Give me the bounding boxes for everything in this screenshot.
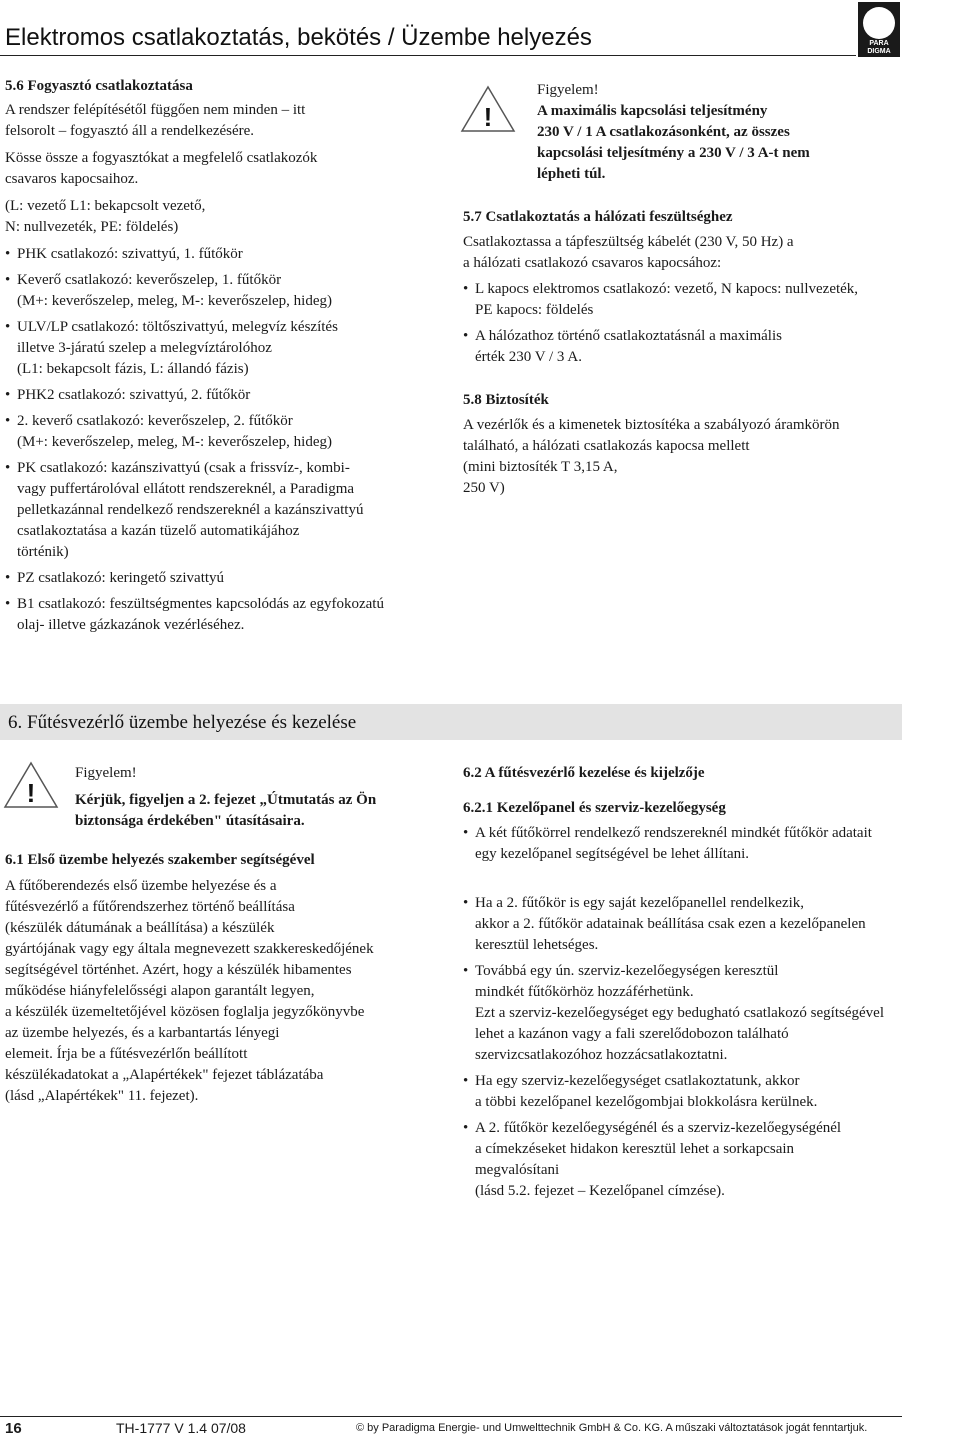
list-item-continuation: vagy puffertárolóval ellátott rendszereknél, a Paradigma	[17, 481, 355, 497]
list-item-continuation: illetve 3-járatú szelep a melegvíztárolóhoz	[17, 340, 272, 356]
paragraph-line: az üzembe helyezés, és a karbantartás lényegi	[5, 1025, 280, 1041]
bullet-icon: •	[463, 895, 469, 911]
paragraph-line: segítségével történhet. Azért, hogy a készülék hibamentes	[5, 962, 352, 978]
list-item-continuation: keresztül lehetséges.	[475, 937, 599, 953]
bullet-icon: •	[5, 460, 11, 476]
list-item	[463, 279, 903, 321]
bullet-icon: •	[463, 825, 469, 841]
list-item-continuation: Ezt a szerviz-kezelőegységet egy bedugható csatlakozó segítségével	[475, 1005, 884, 1021]
warning-box-6	[75, 763, 455, 832]
list-item-text: • Továbbá egy ún. szerviz-kezelőegységen keresztül	[463, 961, 958, 982]
paragraph-line: A vezérlők és a kimenetek biztosítéka a szabályozó áramkörön	[463, 417, 840, 433]
paragraph-line: (L: vezető L1: bekapcsolt vezető,	[5, 198, 206, 214]
list-item-continuation: történik)	[17, 544, 69, 560]
warning-triangle-icon	[3, 760, 59, 810]
section-6-title: 6. Fűtésvezérlő üzembe helyezése és kezelése	[8, 712, 357, 733]
paragraph-line: a készülék üzemeltetőjével közösen foglalja jegyzőkönyvbe	[5, 1004, 365, 1020]
list-item-continuation: PE kapocs: földelés	[475, 302, 594, 318]
warning-line: biztonsága érdekében" útasításaira.	[75, 813, 305, 829]
logo-text: PARA DIGMA	[867, 40, 891, 55]
document-id: TH-1777 V 1.4 07/08	[116, 1420, 246, 1436]
paragraph-line: N: nullvezeték, PE: földelés)	[5, 219, 179, 235]
list-item	[463, 823, 958, 865]
list-item-text: • L kapocs elektromos csatlakozó: vezető, N kapocs: nullvezeték,	[463, 279, 903, 300]
section-heading: 5.8 Biztosíték	[463, 392, 549, 408]
list-item	[463, 893, 958, 956]
list-item-continuation: (M+: keverőszelep, meleg, M-: keverőszelep, hideg)	[17, 293, 333, 309]
bullet-icon: •	[5, 272, 11, 288]
bullet-icon: •	[463, 1120, 469, 1136]
list-item-text: • PHK csatlakozó: szivattyú, 1. fűtőkör	[5, 244, 453, 265]
list-item-continuation: a többi kezelőpanel kezelőgombjai blokkolásra kerülnek.	[475, 1094, 818, 1110]
paradigma-logo	[858, 2, 900, 57]
list-item	[5, 568, 453, 589]
warning-triangle-icon	[460, 84, 516, 134]
list-item-text: • Ha a 2. fűtőkör is egy saját kezelőpanellel rendelkezik,	[463, 893, 958, 914]
list-item-text: • PK csatlakozó: kazánszivattyú (csak a frissvíz-, kombi-	[5, 458, 453, 479]
paragraph-line: készülékadatokat a „Alapértékek" fejezet táblázatába	[5, 1067, 324, 1083]
warning-line: Kérjük, figyeljen a 2. fejezet „Útmutatás az Ön	[75, 792, 377, 808]
title-divider	[0, 55, 856, 56]
paragraph-line: elemeit. Írja be a fűtésvezérlőn beállított	[5, 1046, 248, 1062]
list-item-continuation: szervizcsatlakozóhoz hozzácsatlakoztatni.	[475, 1047, 728, 1063]
warning-line: A maximális kapcsolási teljesítmény	[537, 103, 768, 119]
logo-circle-icon	[863, 7, 895, 39]
section-6-1	[5, 850, 455, 1107]
bullet-icon: •	[5, 570, 11, 586]
list-item-continuation: pelletkazánnal rendelkező rendszereknél a kazánszivattyú	[17, 502, 364, 518]
list-item	[5, 244, 453, 265]
warning-line: lépheti túl.	[537, 166, 606, 182]
warning-line: kapcsolási teljesítmény a 230 V / 3 A-t nem	[537, 145, 810, 161]
list-item-continuation: (lásd 5.2. fejezet – Kezelőpanel címzése).	[475, 1183, 725, 1199]
bullet-icon: •	[463, 281, 469, 297]
paragraph-line: Kösse össze a fogyasztókat a megfelelő csatlakozók	[5, 150, 318, 166]
list-item-text: • A két fűtőkörrel rendelkező rendszereknél mindkét fűtőkör adatait	[463, 823, 958, 844]
bullet-icon: •	[463, 1073, 469, 1089]
consumer-list	[5, 244, 453, 636]
mains-list	[463, 279, 903, 368]
section-heading: 6.1 Első üzembe helyezés szakember segítségével	[5, 852, 315, 868]
copyright-notice: © by Paradigma Energie- und Umwelttechnik GmbH & Co. KG. A műszaki változtatások jogát fenntartjuk.	[356, 1422, 868, 1434]
list-item	[463, 1071, 958, 1113]
page-title: Elektromos csatlakoztatás, bekötés / Üzembe helyezés	[5, 24, 592, 51]
paragraph-line: a hálózati csatlakozó csavaros kapocsához:	[463, 255, 722, 271]
paragraph-line: (készülék dátumának a beállítása) a készülék	[5, 920, 275, 936]
subsection-heading: 6.2.1 Kezelőpanel és szerviz-kezelőegység	[463, 800, 726, 816]
paragraph-line: (lásd „Alapértékek" 11. fejezet).	[5, 1088, 199, 1104]
list-item-continuation: egy kezelőpanel segítségével be lehet állítani.	[475, 846, 750, 862]
list-item-text: • 2. keverő csatlakozó: keverőszelep, 2. fűtőkör	[5, 411, 453, 432]
list-item	[5, 458, 453, 563]
list-item-continuation: a címekzéseket hidakon keresztül lehet a sorkapcsain	[475, 1141, 795, 1157]
list-item-text: • ULV/LP csatlakozó: töltőszivattyú, melegvíz készítés	[5, 317, 453, 338]
paragraph-line: működése hiányfelelősségi alapon garantált legyen,	[5, 983, 315, 999]
section-6-header	[0, 704, 902, 740]
svg-text:!: !	[483, 102, 493, 132]
list-item-text: • A hálózathoz történő csatlakoztatásnál a maximális	[463, 326, 903, 347]
list-item	[463, 1118, 958, 1202]
warning-title: Figyelem!	[75, 765, 137, 781]
bullet-icon: •	[5, 413, 11, 429]
section-5-8	[463, 390, 903, 499]
bullet-icon: •	[463, 328, 469, 344]
list-item-continuation: érték 230 V / 3 A.	[475, 349, 582, 365]
bullet-icon: •	[5, 387, 11, 403]
list-item-text: • A 2. fűtőkör kezelőegységénél és a szerviz-kezelőegységénél	[463, 1118, 958, 1139]
section-heading: 5.7 Csatlakoztatás a hálózati feszültséghez	[463, 209, 733, 225]
paragraph-line: A fűtőberendezés első üzembe helyezése és a	[5, 878, 277, 894]
section-5-6	[5, 76, 453, 641]
footer-divider	[0, 1416, 902, 1417]
list-item	[5, 270, 453, 312]
list-item	[5, 385, 453, 406]
list-item-continuation: lehet a kazánon vagy a fali szerelődobozon található	[475, 1026, 789, 1042]
list-item-continuation: megvalósítani	[475, 1162, 560, 1178]
list-item	[463, 961, 958, 1066]
paragraph-line: 250 V)	[463, 480, 505, 496]
section-heading: 5.6 Fogyasztó csatlakoztatása	[5, 78, 193, 94]
section-6-2	[463, 763, 958, 1207]
bullet-icon: •	[463, 963, 469, 979]
list-item-continuation: mindkét fűtőkörhöz hozzáférhetünk.	[475, 984, 694, 1000]
list-item-continuation: csatlakoztatása a kazán tüzelő automatikájához	[17, 523, 300, 539]
list-item-text: • PZ csatlakozó: keringető szivattyú	[5, 568, 453, 589]
list-item	[5, 594, 453, 636]
list-item-text: • B1 csatlakozó: feszültségmentes kapcsolódás az egyfokozatú	[5, 594, 453, 615]
list-item-continuation: (M+: keverőszelep, meleg, M-: keverőszelep, hideg)	[17, 434, 333, 450]
list-item-text: • Ha egy szerviz-kezelőegységet csatlakoztatunk, akkor	[463, 1071, 958, 1092]
list-item	[5, 411, 453, 453]
paragraph-line: csavaros kapocsaihoz.	[5, 171, 139, 187]
list-item-text: • Keverő csatlakozó: keverőszelep, 1. fűtőkör	[5, 270, 453, 291]
list-item-continuation: (L1: bekapcsolt fázis, L: állandó fázis)	[17, 361, 249, 377]
list-item-continuation: akkor a 2. fűtőkör adatainak beállítása csak ezen a kezelőpanelen	[475, 916, 866, 932]
list-item-continuation: olaj- illetve gázkazánok vezérléséhez.	[17, 617, 245, 633]
section-heading: 6.2 A fűtésvezérlő kezelése és kijelzője	[463, 765, 705, 781]
svg-text:!: !	[26, 778, 36, 808]
paragraph-line: Csatlakoztassa a tápfeszültség kábelét (230 V, 50 Hz) a	[463, 234, 794, 250]
list-item	[5, 317, 453, 380]
list-item-text: • PHK2 csatlakozó: szivattyú, 2. fűtőkör	[5, 385, 453, 406]
section-6-1-text	[5, 876, 455, 1107]
paragraph-line: felsorolt – fogyasztó áll a rendelkezésére.	[5, 123, 255, 139]
bullet-icon: •	[5, 319, 11, 335]
list-item	[463, 326, 903, 368]
paragraph-line: fűtésvezérlő a fűtőrendszerhez történő beállítása	[5, 899, 295, 915]
warning-title: Figyelem!	[537, 82, 599, 98]
control-panel-list	[463, 823, 958, 1202]
warning-line: 230 V / 1 A csatlakozásonként, az összes	[537, 124, 790, 140]
bullet-icon: •	[5, 596, 11, 612]
paragraph-line: A rendszer felépítésétől függően nem minden – itt	[5, 102, 306, 118]
section-5-7	[463, 207, 903, 373]
warning-box-5	[537, 80, 897, 185]
paragraph-line: gyártójának vagy egy általa megnevezett szakkereskedőjének	[5, 941, 374, 957]
paragraph-line: található, a hálózati csatlakozás kapocsa mellett	[463, 438, 750, 454]
paragraph-line: (mini biztosíték T 3,15 A,	[463, 459, 618, 475]
bullet-icon: •	[5, 246, 11, 262]
page-number: 16	[5, 1420, 22, 1437]
